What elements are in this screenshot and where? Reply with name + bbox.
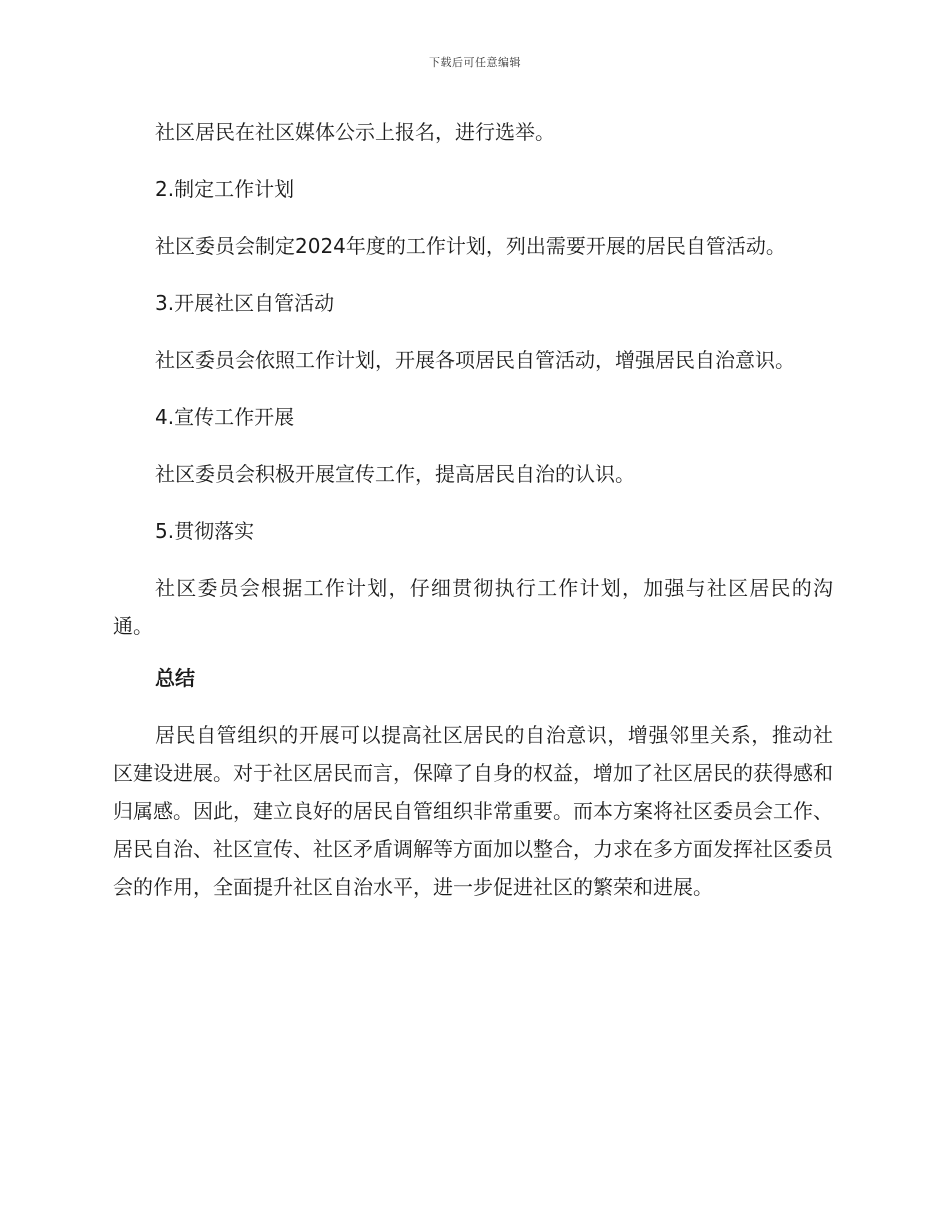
paragraph-implementation: 社区委员会根据工作计划，仔细贯彻执行工作计划，加强与社区居民的沟通。	[113, 576, 833, 638]
paragraph-publicity: 社区委员会积极开展宣传工作，提高居民自治的认识。	[155, 462, 635, 486]
paragraph-self-management-activities: 社区委员会依照工作计划，开展各项居民自管活动，增强居民自治意识。	[155, 348, 795, 372]
paragraph-summary: 居民自管组织的开展可以提高社区居民的自治意识，增强邻里关系，推动社区建设进展。对于社区居民而言，保障了自身的权益，增加了社区居民的获得感和归属感。因此，建立良好的居民自管组织非常重要。而本方案将社区委员会工作、居民自治、社区宣传、社区矛盾调解等方面加以整合，力求在多方面发挥社区委员会的作用，全面提升社区自治水平，进一步促进社区的繁荣和进展。	[113, 723, 833, 899]
section-title-summary: 总结	[155, 666, 195, 690]
heading-implementation: 5.贯彻落实	[155, 519, 255, 543]
paragraph-work-plan: 社区委员会制定2024年度的工作计划，列出需要开展的居民自管活动。	[155, 234, 786, 258]
heading-publicity: 4.宣传工作开展	[155, 405, 295, 429]
paragraph-election: 社区居民在社区媒体公示上报名，进行选举。	[155, 120, 555, 144]
heading-self-management-activities: 3.开展社区自管活动	[155, 291, 335, 315]
heading-work-plan: 2.制定工作计划	[155, 177, 295, 201]
document-body	[113, 113, 833, 925]
page-header: 下载后可任意编辑	[429, 56, 521, 69]
